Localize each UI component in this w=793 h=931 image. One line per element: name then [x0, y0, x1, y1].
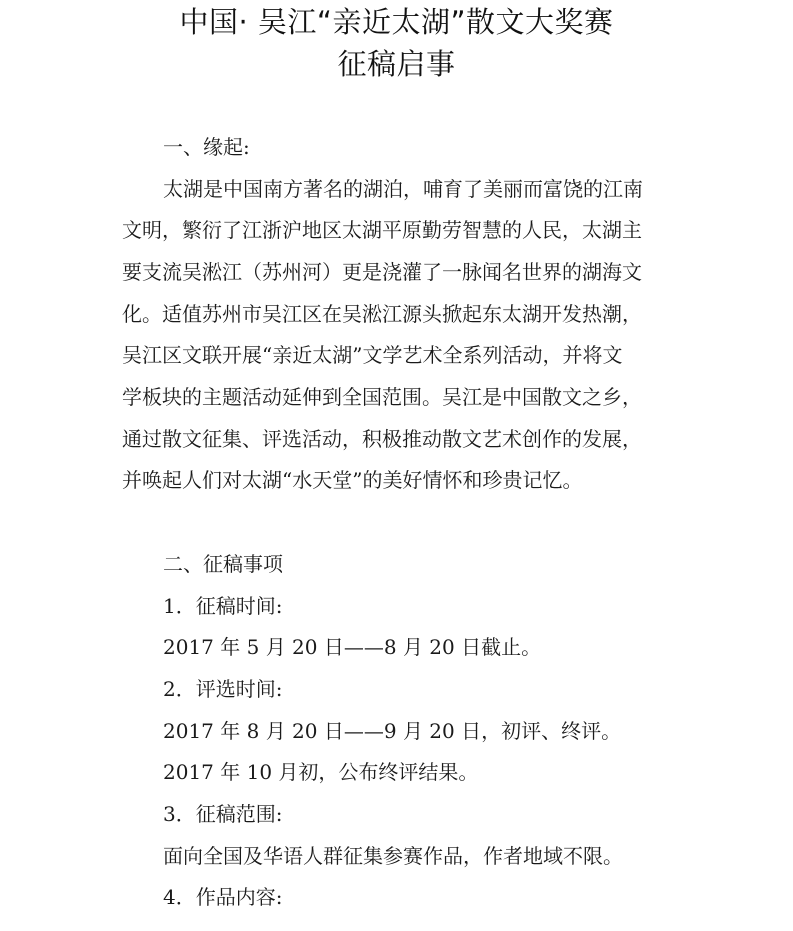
paragraph-line: 文明，繁衍了江浙沪地区太湖平原勤劳智慧的人民，太湖主 — [122, 218, 642, 242]
paragraph-line: 并唤起人们对太湖“水天堂”的美好情怀和珍贵记忆。 — [122, 468, 583, 492]
item-label-content: 4．作品内容: — [163, 885, 283, 909]
paragraph-line: 吴江区文联开展“亲近太湖”文学艺术全系列活动，并将文 — [122, 343, 623, 367]
item-label-submission-time: 1．征稿时间: — [163, 594, 283, 618]
section-heading-origin: 一、缘起: — [163, 135, 250, 159]
paragraph-line: 通过散文征集、评选活动，积极推动散文艺术创作的发展， — [122, 427, 642, 451]
document-title: 中国· 吴江“亲近太湖”散文大奖赛 — [179, 5, 614, 39]
item-text-result-time: 2017 年 10 月初，公布终评结果。 — [163, 760, 479, 784]
section-heading-submission: 二、征稿事项 — [163, 552, 283, 576]
item-text-scope: 面向全国及华语人群征集参赛作品，作者地域不限。 — [163, 844, 623, 868]
item-label-review-time: 2．评选时间: — [163, 677, 283, 701]
item-label-scope: 3．征稿范围: — [163, 802, 283, 826]
item-text-submission-time: 2017 年 5 月 20 日——8 月 20 日截止。 — [163, 635, 542, 659]
paragraph-line: 学板块的主题活动延伸到全国范围。吴江是中国散文之乡， — [122, 385, 642, 409]
item-text-review-time: 2017 年 8 月 20 日——9 月 20 日，初评、终评。 — [163, 719, 622, 743]
paragraph-line: 化。适值苏州市吴江区在吴淞江源头掀起东太湖开发热潮， — [122, 302, 642, 326]
paragraph-line: 太湖是中国南方著名的湖泊，哺育了美丽而富饶的江南 — [163, 177, 643, 201]
document-subtitle: 征稿启事 — [337, 47, 456, 81]
paragraph-line: 要支流吴淞江（苏州河）更是浇灌了一脉闻名世界的湖海文 — [122, 260, 642, 284]
